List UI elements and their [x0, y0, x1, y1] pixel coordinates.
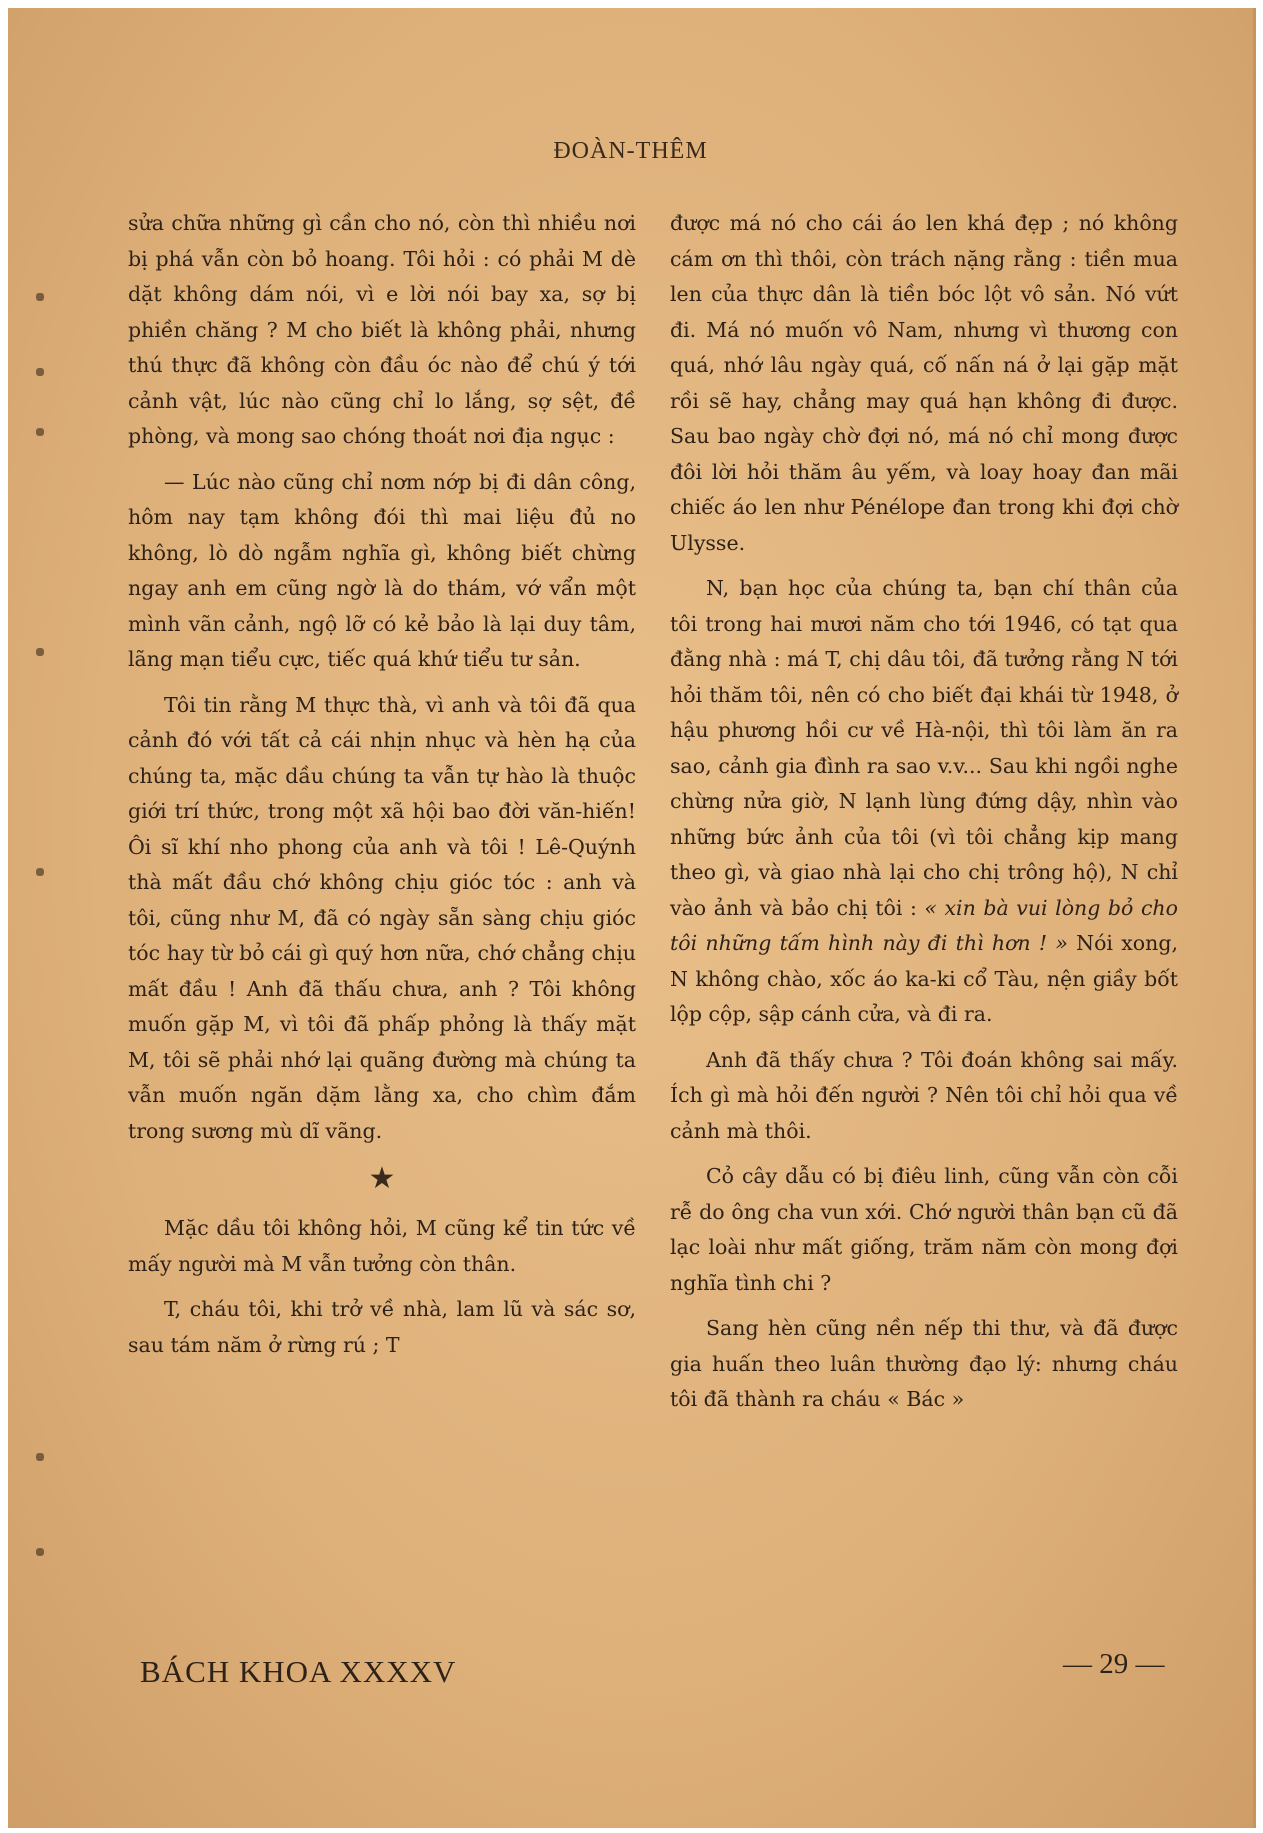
paragraph: Cỏ cây dẫu có bị điêu linh, cũng vẫn còn cỗi rễ do ông cha vun xới. Chớ người thân bạn cũ đã lạc loài như mất giống, trăm năm còn mong đợi nghĩa tình chi ? — [670, 1164, 1178, 1295]
margin-mark — [36, 428, 44, 436]
margin-marks — [36, 8, 76, 1828]
magazine-title: BÁCH KHOA XXXXV — [140, 1654, 457, 1689]
document-page — [8, 8, 1256, 1828]
margin-mark — [36, 868, 44, 876]
section-star-icon: ★ — [368, 1161, 396, 1196]
paragraph: Sang hèn cũng nền nếp thi thư, và đã được gia huấn theo luân thường đạo lý: nhưng cháu tôi đã thành ra cháu « Bác » — [670, 1316, 1178, 1411]
margin-mark — [36, 648, 44, 656]
paragraph: Tôi tin rằng M thực thà, vì anh và tôi đã qua cảnh đó với tất cả cái nhịn nhục và hèn hạ của chúng ta, mặc dầu chúng ta vẫn tự hào là thuộc giới trí thức, trong một xã hội bao đời văn-hiến! Ôi sĩ khí nho phong của anh và tôi ! Lê-Quýnh thà mất đầu chớ không chịu gióc tóc : anh và tôi, cũng như M, đã có ngày sẵn sàng chịu gióc tóc hay từ bỏ cái gì quý hơn nữa, chớ chẳng chịu mất đầu ! Anh đã thấu chưa, anh ? Tôi không muốn gặp M, vì tôi đã phấp phỏng là thấy mặt M, tôi sẽ phải nhớ lại quãng đường mà chúng ta vẫn muốn ngăn dặm lằng xa, cho chìm đắm trong sương mù dĩ vãng. — [128, 692, 636, 1143]
margin-mark — [36, 368, 44, 376]
margin-mark — [36, 293, 44, 301]
paragraph: sửa chữa những gì cần cho nó, còn thì nhiều nơi bị phá vẫn còn bỏ hoang. Tôi hỏi : có phải M dè dặt không dám nói, vì e lời nói bay xa, sợ bị phiền chăng ? M cho biết là không phải, nhưng thú thực đã không còn đầu óc nào để chú ý tới cảnh vật, lúc nào cũng chỉ lo lắng, sợ sệt, đề phòng, và mong sao chóng thoát nơi địa ngục : — [128, 211, 636, 448]
paragraph — [670, 571, 1178, 1033]
left-column — [128, 206, 636, 1373]
margin-mark — [36, 1453, 44, 1461]
quoted-speech: « xin bà vui lòng bỏ cho tôi những tấm hình này đi thì hơn ! » — [670, 895, 1178, 955]
running-header: ĐOÀN-THÊM — [553, 138, 708, 164]
paragraph-tail: Nói xong, N không chào, xốc áo ka-ki cổ Tàu, nện giầy bốt lộp cộp, sập cánh cửa, và đi ra. — [670, 931, 1178, 1026]
paragraph: Anh đã thấy chưa ? Tôi đoán không sai mấy. Ích gì mà hỏi đến người ? Nên tôi chỉ hỏi qua về cảnh mà thôi. — [670, 1047, 1178, 1143]
paragraph: Mặc dầu tôi không hỏi, M cũng kể tin tức về mấy người mà M vẫn tưởng còn thân. — [128, 1216, 636, 1276]
right-column — [670, 206, 1178, 1428]
paragraph: — Lúc nào cũng chỉ nơm nớp bị đi dân công, hôm nay tạm không đói thì mai liệu đủ no không, lò dò ngẫm nghĩa gì, không biết chừng ngay anh em cũng ngờ là do thám, vớ vẩn một mình vãn cảnh, ngộ lỡ có kẻ bảo là lại duy tâm, lãng mạn tiểu cực, tiếc quá khứ tiểu tư sản. — [128, 469, 636, 671]
paragraph: T, cháu tôi, khi trở về nhà, lam lũ và sác sơ, sau tám năm ở rừng rú ; T — [128, 1297, 636, 1357]
margin-mark — [36, 1548, 44, 1556]
paragraph: được má nó cho cái áo len khá đẹp ; nó không cám ơn thì thôi, còn trách nặng rằng : tiền mua len của thực dân là tiền bóc lột vô sản. Nó vứt đi. Má nó muốn vô Nam, nhưng vì thương con quá, nhớ lâu ngày quá, cố nấn ná ở lại gặp mặt rồi sẽ hay, chẳng may quá hạn không đi được. Sau bao ngày chờ đợi nó, má nó chỉ mong được đôi lời hỏi thăm âu yếm, và loay hoay đan mãi chiếc áo len như Pénélope đan trong khi đợi chờ Ulysse. — [670, 211, 1178, 555]
paragraph-lead: N, bạn học của chúng ta, bạn chí thân của tôi trong hai mươi năm cho tới 1946, có tạt qua đằng nhà : má T, chị dâu tôi, đã tưởng rằng N tới hỏi thăm tôi, nên có cho biết đại khái từ 1948, ở hậu phương hồi cư về Hà-nội, thì tôi làm ăn ra sao, cảnh gia đình ra sao v.v... Sau khi ngồi nghe chừng nửa giờ, N lạnh lùng đứng dậy, nhìn vào những bức ảnh của tôi (vì tôi chẳng kịp mang theo gì, và giao nhà lại cho chị trông hộ), N chỉ vào ảnh và bảo chị tôi : — [670, 576, 1178, 920]
page-number: — 29 — — [1063, 1648, 1165, 1680]
